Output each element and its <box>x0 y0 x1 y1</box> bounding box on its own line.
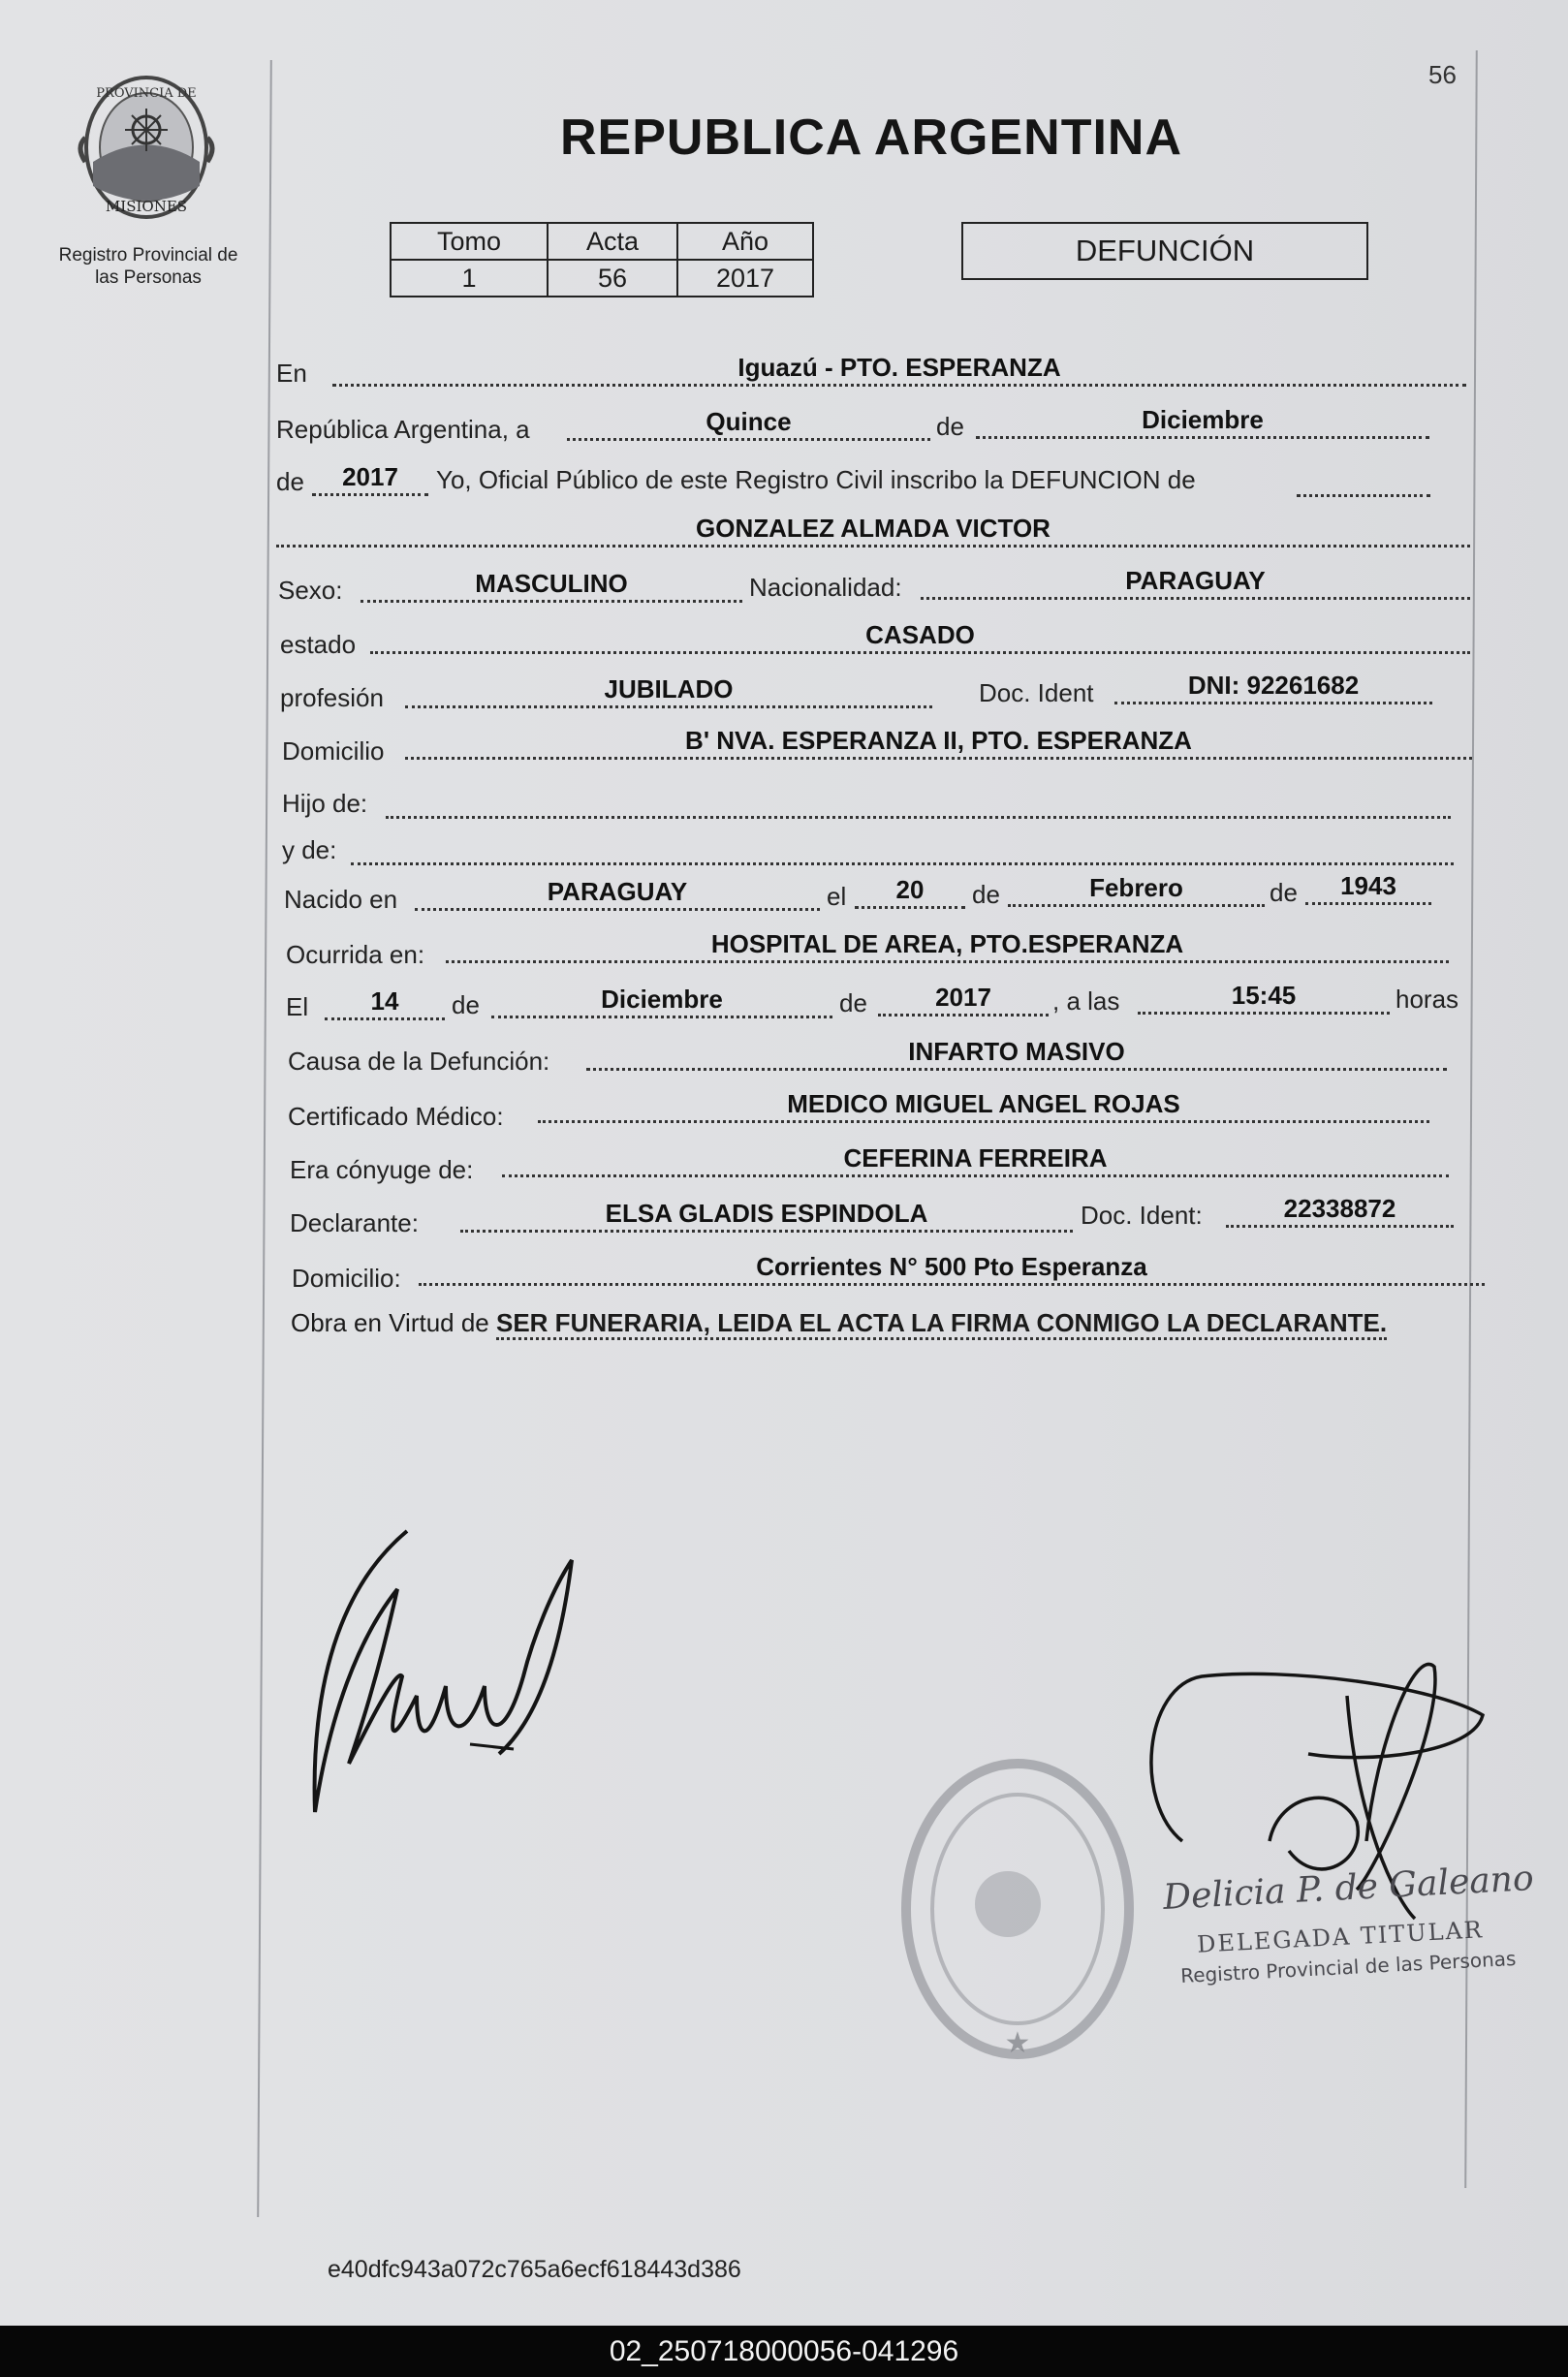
emblem-top-text: PROVINCIA DE <box>96 86 197 101</box>
field-hijo <box>386 783 1451 819</box>
field-conyuge: CEFERINA FERREIRA <box>502 1142 1449 1177</box>
label-el2: El <box>286 992 309 1021</box>
field-nac-mes: Febrero <box>1008 871 1265 907</box>
reference-value-row <box>391 260 813 297</box>
obra-en-virtud <box>291 1300 1485 1345</box>
field-nacionalidad: PARAGUAY <box>921 564 1470 600</box>
field-nacido-en: PARAGUAY <box>415 875 820 911</box>
label-estado: estado <box>280 630 357 659</box>
field-y-de <box>351 829 1454 865</box>
label-domicilio2: Domicilio: <box>292 1264 401 1293</box>
document-type-box: DEFUNCIÓN <box>961 222 1368 280</box>
field-nac-anio: 1943 <box>1305 869 1431 905</box>
svg-text:★: ★ <box>1004 2027 1031 2059</box>
field-certificado: MEDICO MIGUEL ANGEL ROJAS <box>538 1087 1429 1123</box>
label-de: de <box>936 412 964 441</box>
label-conyuge: Era cónyuge de: <box>290 1155 474 1184</box>
field-dni: DNI: 92261682 <box>1114 669 1432 704</box>
emblem-bottom-text: MISIONES <box>105 198 188 215</box>
tomo-header: Tomo <box>391 223 548 260</box>
label-republica: República Argentina, a <box>276 415 530 444</box>
page-number: 56 <box>1428 60 1457 89</box>
label-de3: de <box>972 880 1000 909</box>
label-de6: de <box>839 988 867 1017</box>
label-domicilio: Domicilio <box>282 736 385 766</box>
label-causa: Causa de la Defunción: <box>288 1047 550 1076</box>
label-declarante: Declarante: <box>290 1208 419 1237</box>
label-de5: de <box>452 990 480 1019</box>
field-oficial-blank <box>1297 461 1430 497</box>
acta-header: Acta <box>548 223 677 260</box>
field-estado: CASADO <box>370 618 1470 654</box>
province-emblem-icon <box>74 70 219 225</box>
anio-value: 2017 <box>677 260 813 297</box>
delegate-org: Registro Provincial de las Personas <box>1179 1946 1517 1988</box>
label-horas: horas <box>1396 985 1459 1014</box>
delegate-name: Delicia P. de Galeano <box>1162 1859 1535 1918</box>
label-en: En <box>276 359 307 388</box>
field-anio: 2017 <box>312 460 428 496</box>
label-nacionalidad: Nacionalidad: <box>749 573 902 602</box>
field-def-hora: 15:45 <box>1138 979 1390 1015</box>
label-y-de: y de: <box>282 835 337 864</box>
registry-seal <box>892 1744 1144 2074</box>
field-obra: SER FUNERARIA, LEIDA EL ACTA LA FIRMA CONMIGO LA DECLARANTE. <box>496 1308 1387 1340</box>
reference-table <box>390 222 814 297</box>
field-def-anio: 2017 <box>878 981 1049 1016</box>
field-declarante-doc: 22338872 <box>1226 1192 1454 1228</box>
field-def-mes: Diciembre <box>491 983 832 1018</box>
page-title: REPUBLICA ARGENTINA <box>560 109 1183 166</box>
label-ocurrida: Ocurrida en: <box>286 940 425 969</box>
field-profesion: JUBILADO <box>405 672 932 708</box>
label-a-las: , a las <box>1052 986 1120 1016</box>
label-doc-ident2: Doc. Ident: <box>1081 1201 1203 1230</box>
officer-signature <box>291 1521 601 1831</box>
label-nacido: Nacido en <box>284 885 398 914</box>
field-sexo: MASCULINO <box>361 567 742 603</box>
label-el: el <box>827 882 847 911</box>
label-profesion: profesión <box>280 683 384 712</box>
field-mes: Diciembre <box>976 403 1429 439</box>
label-hijo: Hijo de: <box>282 789 368 818</box>
label-certificado: Certificado Médico: <box>288 1102 504 1131</box>
field-domicilio2: Corrientes N° 500 Pto Esperanza <box>419 1250 1485 1286</box>
reference-header-row <box>391 223 813 260</box>
label-obra: Obra en Virtud de <box>291 1308 489 1337</box>
registry-name: Registro Provincial de las Personas <box>58 245 238 288</box>
label-doc-ident: Doc. Ident <box>979 678 1094 707</box>
document-hash: e40dfc943a072c765a6ecf618443d386 <box>328 2256 741 2283</box>
field-domicilio: B' NVA. ESPERANZA II, PTO. ESPERANZA <box>405 724 1472 760</box>
field-ocurrida: HOSPITAL DE AREA, PTO.ESPERANZA <box>446 927 1449 963</box>
acta-value: 56 <box>548 260 677 297</box>
field-dia: Quince <box>567 405 930 441</box>
field-declarante: ELSA GLADIS ESPINDOLA <box>460 1197 1073 1233</box>
label-de4: de <box>1270 878 1298 907</box>
field-causa: INFARTO MASIVO <box>586 1035 1447 1071</box>
anio-header: Año <box>677 223 813 260</box>
label-de2: de <box>276 467 304 496</box>
barcode-strip: 02_250718000056-041296 <box>0 2326 1568 2377</box>
label-oficial: Yo, Oficial Público de este Registro Civil inscribo la DEFUNCION de <box>436 465 1196 494</box>
tomo-value: 1 <box>391 260 548 297</box>
delegate-role: DELEGADA TITULAR <box>1196 1916 1485 1958</box>
field-nombre: GONZALEZ ALMADA VICTOR <box>276 512 1470 547</box>
field-def-dia: 14 <box>325 985 445 1020</box>
field-nac-dia: 20 <box>855 873 965 909</box>
label-sexo: Sexo: <box>278 576 343 605</box>
field-lugar: Iguazú - PTO. ESPERANZA <box>332 351 1466 387</box>
